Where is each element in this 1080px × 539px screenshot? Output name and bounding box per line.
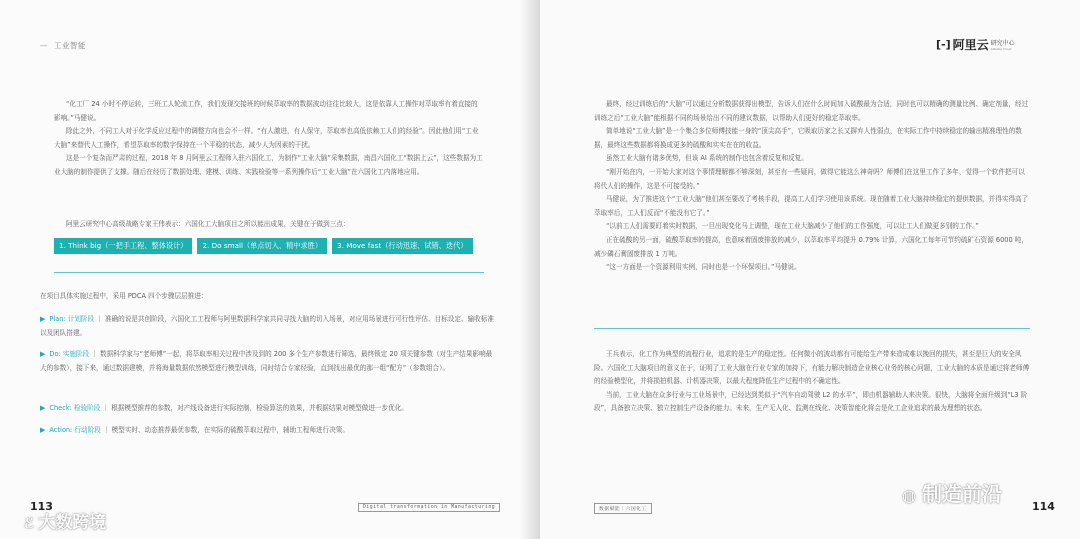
right-page <box>540 0 1080 539</box>
paragraph: 最终，经过训练后的“大脑”可以通过分析数据获得出模型，告诉人们在什么时间加入硫酸最为合适，同时也可以精确的测量比例、确定剂量，经过训练之后“工业大脑”能根据不同的场景给出不同的建议数据，以帮助人们更好的稳定萃取率。 <box>594 100 1029 122</box>
brand-logo <box>936 36 1015 53</box>
paragraph: 虽然工业大脑有诸多优势，但该 AI 系统的制作也包含着反复和反复。 <box>606 154 808 163</box>
paragraph: “以前工人们需要盯着实时数据，一旦出现变化马上调整，现在工业大脑减少了他们的工作强度，可以让工人们做更多别的工作。” <box>606 222 979 231</box>
pdca-intro-text: 在项目具体实施过程中，采用 PDCA 四个步骤层层推进： <box>40 292 208 300</box>
check-text: 根据模型推荐的参数，对产线设备进行实际控制，检验算法的效果，并根据结果对模型做进一步优化。 <box>111 404 408 412</box>
triangle-bullet-icon: ▶ <box>40 350 46 358</box>
right-body-2 <box>594 348 1030 416</box>
separator: ｜ <box>91 350 98 358</box>
pdca-action <box>40 424 495 438</box>
page-number: 114 <box>1032 500 1055 513</box>
paragraph: 王兵表示，化工作为典型的流程行业，追求的是生产的稳定性。任何微小的波动都有可能给生产带来造成难以挽回的损失，甚至是巨大的安全风险。六国化工大脑项目的意义在于，证明了工业大脑在行业专家的加持下，有能力解决制造企业核心业务的核心问题，工业大脑的本质是通过将老师傅的经验模型化，并将损拍机器、计机器决策，以最大程度降低生产过程中的不确定性。 <box>594 350 1030 386</box>
approach-intro-text: 阿里云研究中心高级战略专家王伟表示：六国化工大脑项目之所以能出成果，关键在于做到三点： <box>66 220 350 228</box>
logo-tiny: Alibaba Cloud <box>990 47 1012 51</box>
pdca-check <box>40 402 495 416</box>
pdca-do <box>40 348 495 375</box>
separator: ｜ <box>102 426 110 434</box>
right-body <box>594 98 1030 275</box>
separator: ｜ <box>102 404 110 412</box>
check-label: Check: 检验阶段 <box>49 404 101 412</box>
paragraph: 马健说，为了推进这个“工业大脑”他们甚至要改了考核手段，提高工人们学习使用该系统。现在随着工业大脑持续稳定的提供数据，并得实得高了萃取率后，工人们反而“不能没有它了。” <box>594 195 1029 217</box>
plan-label: Plan: 计划阶段 <box>49 315 95 323</box>
watermark-text: 制造前沿 <box>921 482 1002 506</box>
paragraph: 这是一个复杂而严肃的过程，2018 年 8 月阿里云工程师入驻六国化工，为制作“工业大脑”采集数据，南昌六国化工“数据上云”，这些数据为工业大脑的制作提供了支撑。随后在经历了数据处理、建模、训练、实践检验等一系列操作后“工业大脑”在六国化工内落地应用。 <box>54 154 483 176</box>
watermark <box>24 508 106 533</box>
logo-sub-wrap <box>991 38 1015 51</box>
do-text: 数据科学家与“老师傅”一起，将萃取率相关过程中涉及到的 200 多个生产参数进行筛选，最终锁定 20 项关键参数（对生产结果影响最大的参数），接下来，通过数据建模，并将海量数据依然模型进行模型训练，同时结合专家经验，直到找出最优的那一组“配方”（参数组合）。 <box>40 350 493 372</box>
pdca-intro <box>40 290 495 304</box>
logo-name: 阿里云 <box>952 38 989 52</box>
paragraph: 简单地说“工业大脑”是一个集合多位师傅技能一身的“顶尖高手”，它吸取历家之长又摒弃人性弱点，在实际工作中持续稳定的输出精准理性的数据，最终这些数据都将换成更多的硫酸和实实在在的收益。 <box>594 127 1022 149</box>
approach-intro <box>54 218 484 232</box>
paragraph: 正在硫酸的另一面，硫酸萃取率的提高，也意味着固废排放的减少，以萃取率平均提升 0.79% 计算，六国化工每年可节约硫矿石资源 6000 吨，减少磷石膏固废排放 1 万吨。 <box>594 235 1028 258</box>
triangle-bullet-icon: ▶ <box>40 315 46 323</box>
watermark-logo-icon: ℰ <box>24 516 35 532</box>
action-text: 模型实时、动态推荐最优参数，在实际的硫酸萃取过程中，辅助工程师进行决策。 <box>111 426 349 434</box>
paragraph: 除此之外，不同工人对于化学反应过程中的调整方向也会不一样。“有人激进，有人保守，萃取率也高低依赖工人们的经验”。因此他们用“工业大脑”来替代人工操作，希望萃取率的数字保持在一个平稳的状态，减少人为因素的干扰。 <box>54 127 479 149</box>
wechat-logo-icon: ◍ <box>902 486 916 505</box>
pill-think-big: 1. Think big（一把手工程、整体设计） <box>54 238 192 254</box>
approach-pills <box>54 238 473 254</box>
separator: ｜ <box>96 315 103 323</box>
footer-label-2: 六国化工 <box>625 507 647 512</box>
triangle-bullet-icon: ▶ <box>40 426 46 434</box>
divider <box>594 328 1030 329</box>
pill-move-fast: 3. Move fast（行动迅速、试错、迭代） <box>332 238 472 254</box>
pill-do-small: 2. Do small（单点切入、精中求胜） <box>197 238 327 254</box>
watermark-text: 大数跨境 <box>38 513 107 533</box>
page-number: 113 <box>30 500 53 513</box>
section-title <box>40 40 86 51</box>
logo-sub: 研究中心 <box>990 40 1015 47</box>
action-label: Action: 行动阶段 <box>49 426 101 434</box>
watermark <box>902 478 1002 507</box>
paragraph: “这一方面是一个资源利用实例，同时也是一个环保项目。”马健说。 <box>606 263 801 272</box>
do-label: Do: 实施阶段 <box>49 350 90 358</box>
plan-text: 准确的说是共创阶段，六国化工工程师与阿里数据科学家共同寻找大脑的切入场景，对应用场景进行可行性评估、目标设定、输收标准以及团队搭建。 <box>40 315 494 337</box>
divider <box>54 272 484 273</box>
footer-label: 数据赋能｜六国化工 <box>594 503 652 514</box>
triangle-bullet-icon: ▶ <box>40 404 46 412</box>
section-title-text: 工业智能 <box>54 41 86 50</box>
paragraph: 当前，工业大脑在众多行业与工业场景中，已经达到类似于“汽车自动驾驶 L2 的水平”，即由机器辅助人来决策。很快，大脑将全面升级到“L3 阶段”，具备独立决策、独立控制生产设备的能力。未来，生产无人化、监测在线化、决策智能化将会是化工企业追求的最为理想的状态。 <box>594 390 1028 413</box>
bracket-logo-icon: [-] <box>936 38 951 51</box>
left-body <box>54 98 484 180</box>
paragraph: “刚开始在内，一开始大家对这个事情理解都不够深刻，甚至有一些疑问，做得它能这么神奇吗？师傅们在这里工作了多年，觉得一个软件把可以将代人们的操作，这是不可接受的。” <box>594 167 1025 190</box>
footer-label-1: 数据赋能 <box>599 507 621 512</box>
footer-badge: Digital transformation in Manufacturing <box>358 503 500 512</box>
pdca-plan <box>40 313 495 340</box>
paragraph: “化工厂 24 小时不停运转，三班工人轮流工作，我们发现交接班的时候萃取率的数据波动往往比较大，这是依靠人工操作对萃取率有着直接的影响。”马健说。 <box>54 100 478 122</box>
section-dash: — <box>40 41 48 50</box>
